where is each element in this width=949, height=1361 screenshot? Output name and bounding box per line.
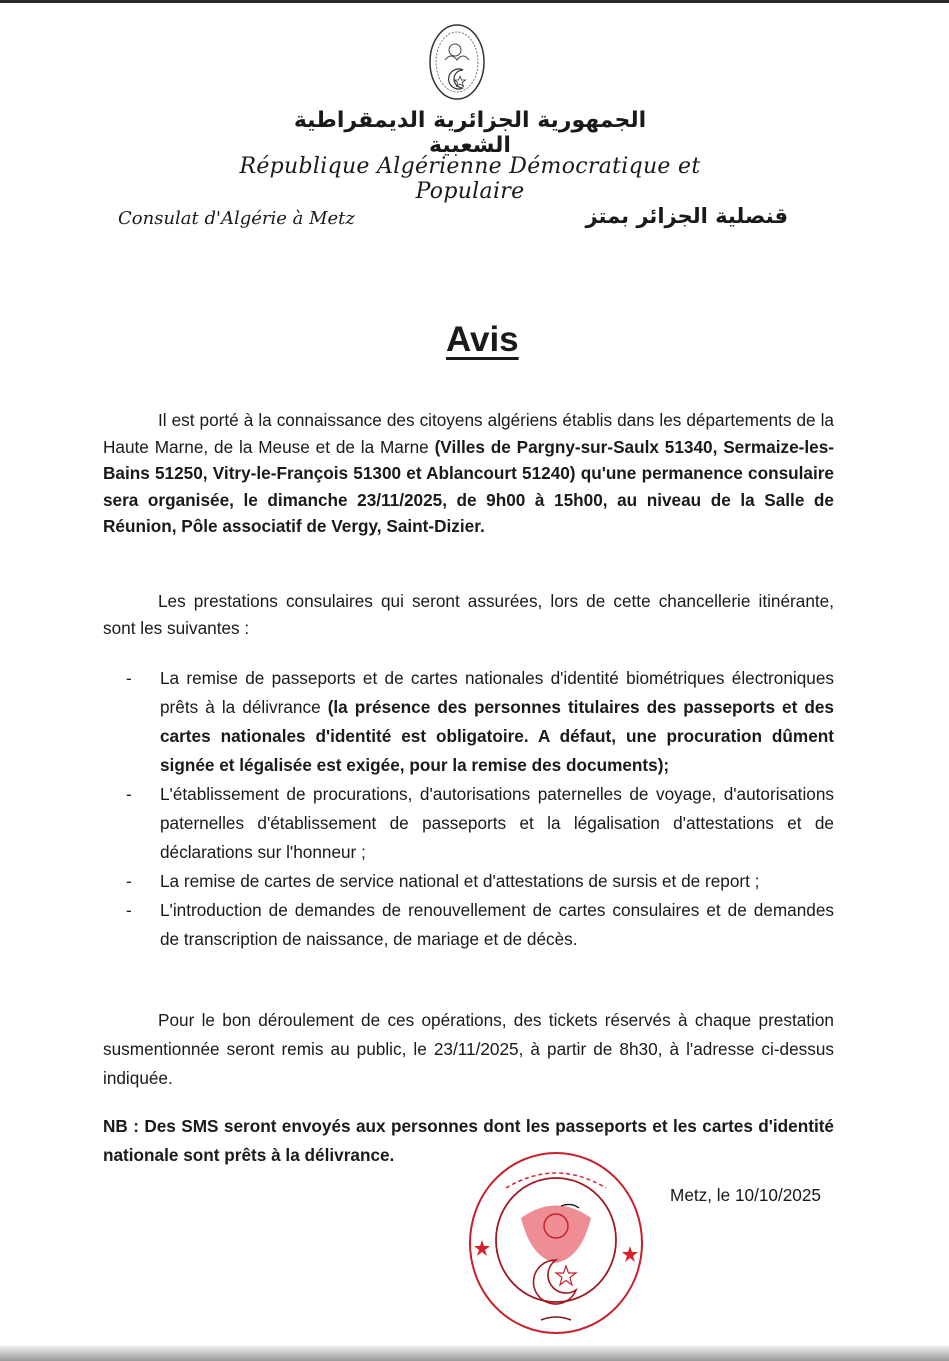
place-date: Metz, le 10/10/2025 [670, 1185, 821, 1205]
service-note-bold: (la présence des personnes titulaires des passeports et des cartes nationales d'identité est obligatoire. A défaut, une procuration dûment signée et légalisée est exigée, pour la remise des documents); [160, 697, 834, 775]
services-intro: Les prestations consulaires qui seront assurées, lors de cette chancellerie itinérante, sont les suivantes : [103, 591, 834, 638]
service-text: L'établissement de procurations, d'autorisations paternelles de voyage, d'autorisations paternelles d'établissement de passeports et la légalisation d'attestations et de déclarations sur l'honneur ; [160, 784, 834, 862]
bullet-dash: - [126, 900, 132, 920]
intro-text: Il est porté à la connaissance des citoyens algériens établis dans les départements de la Haute Marne, de la Meuse et de la Marne [103, 410, 834, 457]
bullet-dash: - [126, 871, 132, 891]
nb-note: NB : Des SMS seront envoyés aux personnes dont les passeports et les cartes d'identité nationale sont prêts à la délivrance. [103, 1116, 834, 1165]
list-item [126, 896, 834, 954]
intro-paragraph [103, 407, 834, 540]
bottom-edge [0, 1345, 949, 1361]
state-emblem-icon [427, 22, 487, 102]
service-text: L'introduction de demandes de renouvellement de cartes consulaires et de demandes de transcription de naissance, de mariage et de décès. [160, 900, 834, 949]
list-item [126, 664, 834, 780]
list-item [126, 867, 834, 896]
french-republic-title: République Algérienne Démocratique et Populaire [239, 154, 701, 204]
list-item [126, 780, 834, 867]
bullet-dash: - [126, 668, 132, 688]
document-title: Avis [446, 320, 519, 359]
bullet-dash: - [126, 784, 132, 804]
service-text: La remise de passeports et de cartes nationales d'identité biométriques électroniques prêts à la délivrance [160, 668, 834, 717]
consulate-name-fr: Consulat d'Algérie à Metz [118, 208, 355, 229]
arabic-republic-title: الجمهورية الجزائرية الديمقراطية الشعبية [293, 108, 647, 158]
consulate-name-ar: قنصلية الجزائر بمتز [585, 204, 788, 228]
intro-details-bold: (Villes de Pargny-sur-Saulx 51340, Sermaize-les-Bains 51250, Vitry-le-François 51300 et Ablancourt 51240) qu'une permanence consulaire sera organisée, le dimanche 23/11/2025, de 9h00 à 15h00, au niveau de la Salle de Réunion, Pôle associatif de Vergy, Saint-Dizier. [103, 436, 835, 536]
consulate-stamp-icon [466, 1148, 646, 1338]
service-text: La remise de cartes de service national et d'attestations de sursis et de report ; [160, 871, 760, 891]
top-edge [0, 0, 949, 3]
tickets-paragraph: Pour le bon déroulement de ces opérations, des tickets réservés à chaque prestation susmentionnée seront remis au public, le 23/11/2025, à partir de 8h30, à l'adresse ci-dessus indiquée. [103, 1010, 834, 1088]
services-list [126, 664, 834, 954]
